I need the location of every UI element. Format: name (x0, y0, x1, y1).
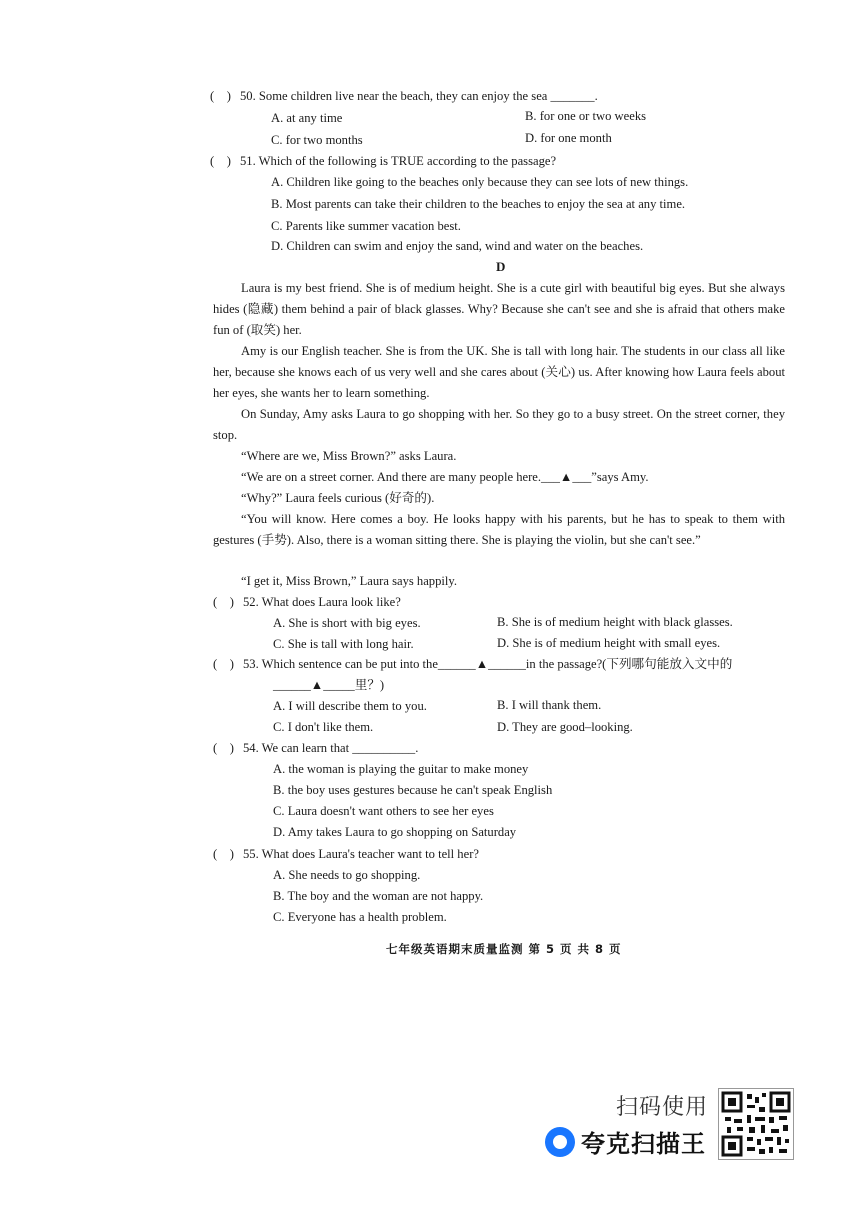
passage-paragraph: Laura is my best friend. She is of medium height. She is a cute girl with beautiful big eyes. But she always hides (隐藏) them behind a pair of black glasses. Why? Because she can't see and she is afraid that others make fun of (取笑) her. (213, 281, 785, 337)
option: D. Children can swim and enjoy the sand, wind and water on the beaches. (271, 239, 644, 253)
brand-name: 夸克扫描王 (581, 1130, 706, 1158)
option: A. at any time (271, 111, 343, 125)
option: C. She is tall with long hair. (273, 637, 414, 651)
option: A. the woman is playing the guitar to make money (273, 762, 529, 776)
passage-paragraph: “You will know. Here comes a boy. He looks happy with his parents, but he has to speak to them with gestures (手势). Also, there is a woman sitting there. She is playing the violin, but she can't see.” (213, 512, 785, 547)
option: B. The boy and the woman are not happy. (273, 889, 484, 903)
question-54 (213, 740, 418, 756)
option: C. Laura doesn't want others to see her eyes (273, 804, 494, 818)
option: A. Children like going to the beaches only because they can see lots of new things. (271, 175, 689, 189)
question-53 (213, 656, 732, 672)
option: D. Amy takes Laura to go shopping on Saturday (273, 825, 517, 839)
question-text: 52. What does Laura look like? (243, 595, 401, 609)
question-text: 51. Which of the following is TRUE according to the passage? (240, 154, 557, 168)
qr-code-icon[interactable] (718, 1088, 794, 1160)
scan-prompt: 扫码使用 (616, 1095, 709, 1120)
passage-paragraph: “We are on a street corner. And there are many people here.___▲___”says Amy. (241, 470, 649, 484)
section-heading: D (496, 259, 506, 274)
question-51 (210, 153, 556, 169)
passage-paragraph: On Sunday, Amy asks Laura to go shopping with her. So they go to a busy street. On the street corner, they stop. (213, 407, 785, 442)
option: A. I will describe them to you. (273, 699, 427, 713)
option: C. Everyone has a health problem. (273, 910, 447, 924)
answer-paren: ( ) (213, 847, 234, 861)
question-text: 54. We can learn that __________. (243, 741, 419, 755)
option: C. I don't like them. (273, 720, 374, 734)
quark-logo-icon (545, 1127, 575, 1157)
answer-paren: ( ) (210, 89, 231, 103)
question-text: 53. Which sentence can be put into the______▲______in the passage?(下列哪句能放入文中的 (243, 657, 733, 671)
answer-paren: ( ) (213, 595, 234, 609)
answer-paren: ( ) (210, 154, 231, 168)
option: D. They are good–looking. (497, 720, 633, 734)
option: B. Most parents can take their children to the beaches to enjoy the sea at any time. (271, 197, 686, 211)
option: B. the boy uses gestures because he can't speak English (273, 783, 553, 797)
question-text: 55. What does Laura's teacher want to tell her? (243, 847, 479, 861)
answer-paren: ( ) (213, 741, 234, 755)
brand-watermark (545, 1124, 706, 1159)
option: D. for one month (525, 131, 612, 145)
question-50 (210, 88, 598, 104)
answer-paren: ( ) (213, 657, 234, 671)
question-52 (213, 594, 401, 610)
passage-paragraph: Amy is our English teacher. She is from the UK. She is tall with long hair. The students in our class all like her, because she knows each of us very well and she cares about (关心) us. After knowing how Laura feels about her eyes, she wants her to learn something. (213, 344, 785, 400)
option: D. She is of medium height with small eyes. (497, 636, 721, 650)
passage-paragraph: “I get it, Miss Brown,” Laura says happily. (241, 574, 458, 588)
option: A. She is short with big eyes. (273, 616, 421, 630)
passage-paragraph: “Where are we, Miss Brown?” asks Laura. (241, 449, 457, 463)
passage-paragraph: “Why?” Laura feels curious (好奇的). (241, 491, 435, 505)
page-footer: 七年级英语期末质量监测 第 5 页 共 8 页 (386, 942, 622, 956)
option: C. for two months (271, 133, 363, 147)
option: B. for one or two weeks (525, 109, 647, 123)
option: A. She needs to go shopping. (273, 868, 421, 882)
question-55 (213, 846, 479, 862)
question-53-continuation: ______▲_____里？) (273, 678, 385, 692)
option: B. She is of medium height with black glasses. (497, 615, 733, 629)
option: C. Parents like summer vacation best. (271, 219, 461, 233)
question-text: 50. Some children live near the beach, they can enjoy the sea _______. (240, 89, 598, 103)
option: B. I will thank them. (497, 698, 602, 712)
